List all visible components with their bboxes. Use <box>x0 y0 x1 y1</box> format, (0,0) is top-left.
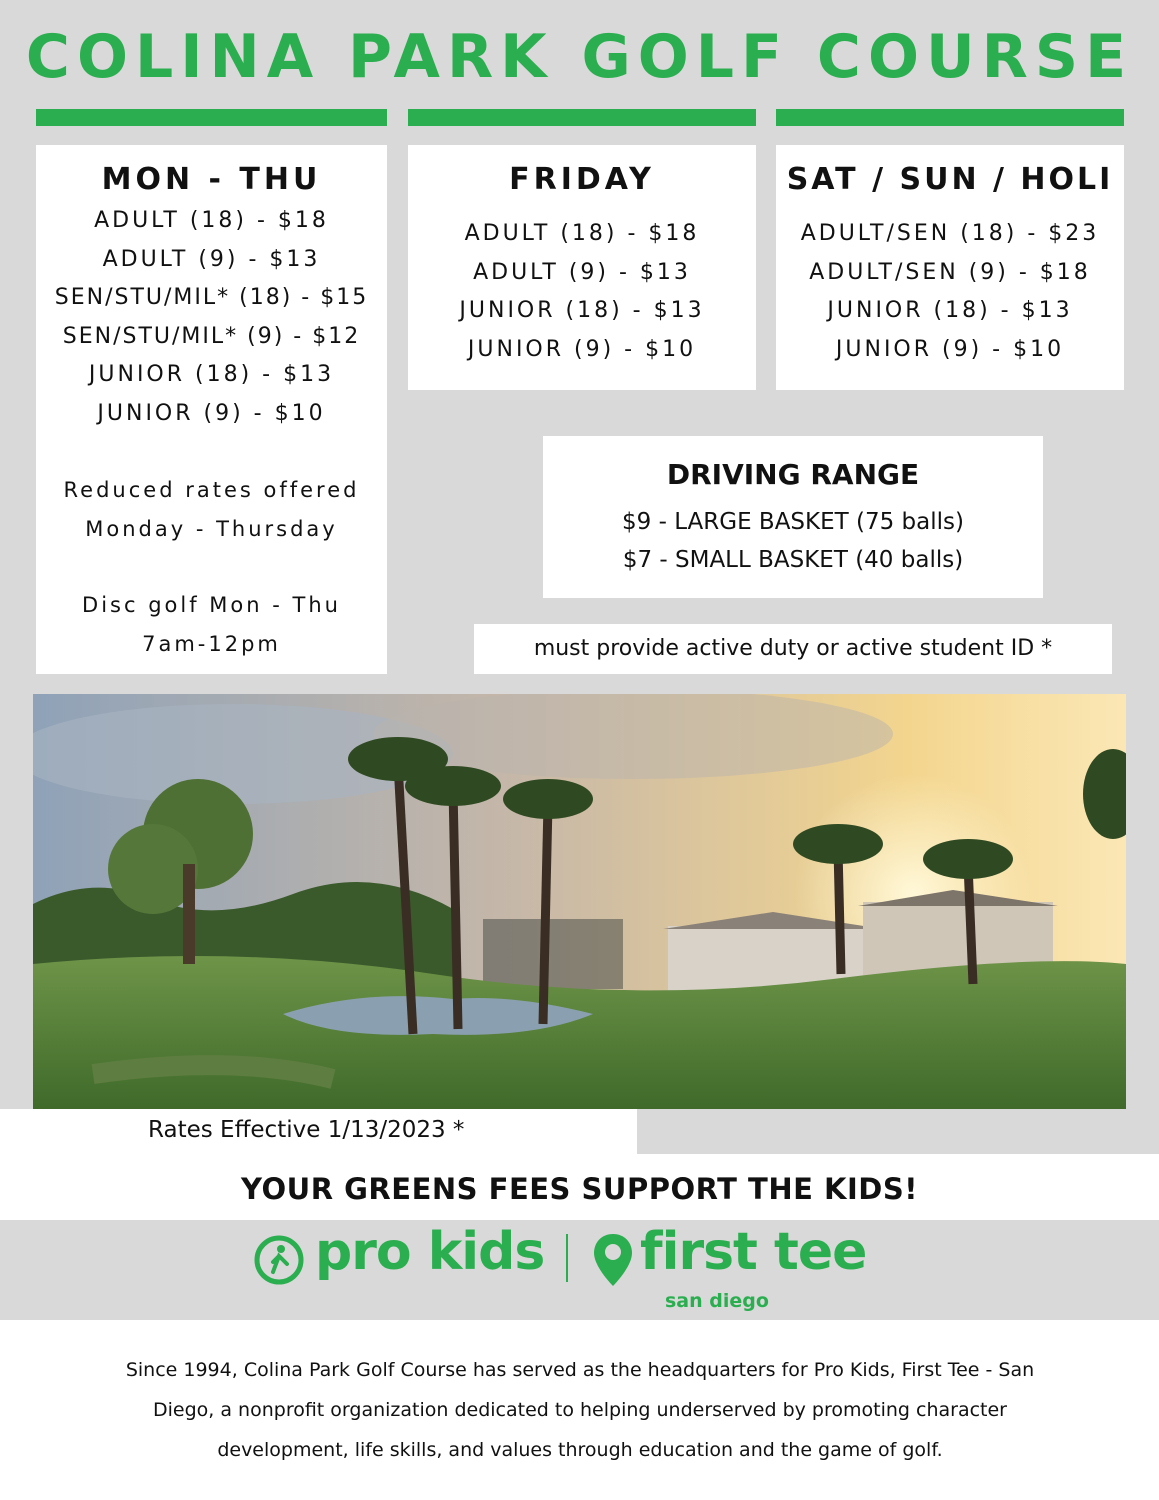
support-banner <box>0 1154 1159 1220</box>
footer-line: development, life skills, and values through education and the game of golf. <box>217 1439 943 1461</box>
rate-line: SEN/STU/MIL* (18) - $15 <box>54 285 369 310</box>
weekend-heading: SAT / SUN / HOLI <box>786 162 1114 197</box>
first-tee-logo-icon <box>592 1232 634 1292</box>
small-basket-price: $7 - SMALL BASKET (40 balls) <box>622 547 964 573</box>
reduced-rates-note-days: Monday - Thursday <box>85 516 338 541</box>
disc-golf-hours: 7am-12pm <box>142 631 281 656</box>
driving-range-heading: DRIVING RANGE <box>666 458 920 491</box>
driving-range-card <box>543 436 1043 598</box>
golf-course-photo <box>33 694 1126 1109</box>
pro-kids-logo-text: pro kids <box>315 1222 545 1282</box>
disc-golf-note: Disc golf Mon - Thu <box>82 593 341 617</box>
logo-divider <box>566 1234 568 1282</box>
green-divider-bar-right <box>776 109 1124 126</box>
rate-line: SEN/STU/MIL* (9) - $12 <box>62 323 361 349</box>
mon-thu-rates-card <box>36 145 387 674</box>
rate-line: ADULT (9) - $13 <box>473 259 691 285</box>
green-divider-bar-left <box>36 109 387 126</box>
weekend-rates-card <box>776 145 1124 390</box>
logo-band <box>0 1220 1159 1320</box>
footer-description <box>40 1350 1120 1470</box>
rate-line: JUNIOR (18) - $13 <box>459 298 705 323</box>
rate-line: JUNIOR (9) - $10 <box>467 336 697 362</box>
page-title: COLINA PARK GOLF COURSE <box>25 22 1134 92</box>
footer-line: Diego, a nonprofit organization dedicated to helping underserved by promoting character <box>153 1399 1007 1421</box>
rates-effective-text: Rates Effective 1/13/2023 * <box>148 1117 465 1143</box>
rate-line: JUNIOR (9) - $10 <box>97 400 326 426</box>
rates-effective-strip <box>0 1109 637 1154</box>
rate-line: ADULT/SEN (9) - $18 <box>809 259 1091 285</box>
mon-thu-heading: MON - THU <box>101 162 322 197</box>
large-basket-price: $9 - LARGE BASKET (75 balls) <box>622 509 964 535</box>
reduced-rates-note: Reduced rates offered <box>63 478 360 502</box>
rate-line: JUNIOR (9) - $10 <box>835 336 1065 362</box>
pro-kids-logo-icon <box>253 1234 305 1290</box>
first-tee-location-text: san diego <box>665 1290 769 1312</box>
first-tee-logo-text: first tee <box>640 1222 867 1282</box>
rate-line: ADULT (9) - $13 <box>102 246 321 272</box>
footer-line: Since 1994, Colina Park Golf Course has served as the headquarters for Pro Kids, First Tee - San <box>125 1359 1035 1381</box>
rate-line: ADULT/SEN (18) - $23 <box>800 221 1100 246</box>
id-requirement-note: must provide active duty or active student ID * <box>474 624 1112 674</box>
friday-heading: FRIDAY <box>509 162 655 197</box>
rate-line: ADULT (18) - $18 <box>94 208 329 233</box>
green-divider-bar-center <box>408 109 756 126</box>
rate-line: JUNIOR (18) - $13 <box>827 298 1073 323</box>
rate-line: JUNIOR (18) - $13 <box>88 362 335 387</box>
rate-line: ADULT (18) - $18 <box>464 221 700 246</box>
support-banner-text: YOUR GREENS FEES SUPPORT THE KIDS! <box>241 1172 918 1206</box>
friday-rates-card <box>408 145 756 390</box>
